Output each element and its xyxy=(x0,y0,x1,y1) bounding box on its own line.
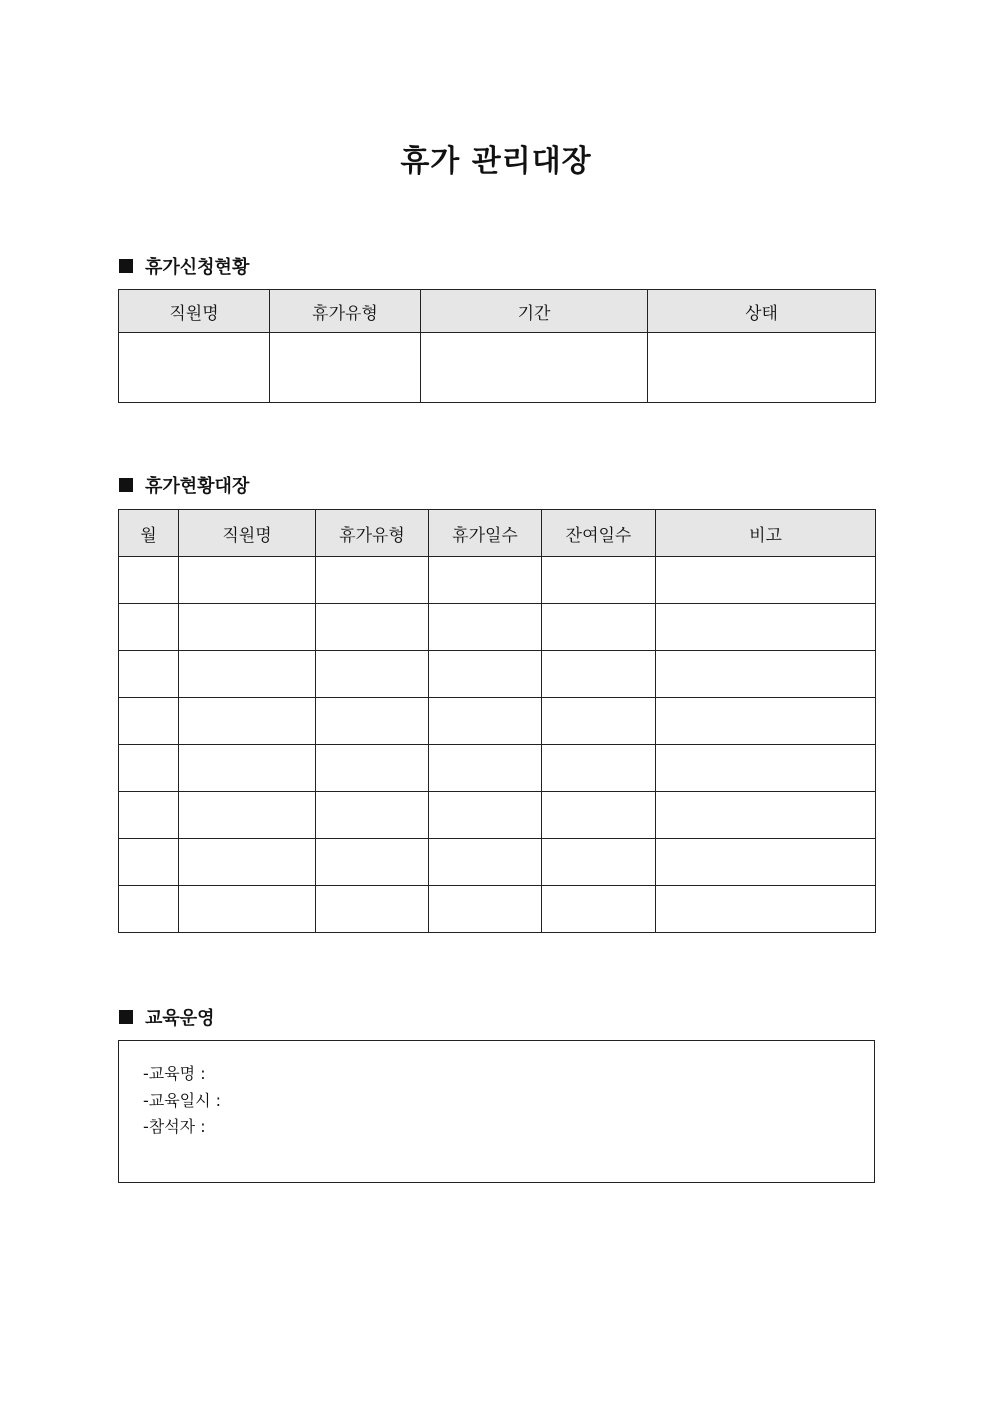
section-heading-request xyxy=(119,253,249,279)
square-bullet-icon xyxy=(119,1010,133,1024)
leave-request-table xyxy=(118,289,876,403)
cell[interactable] xyxy=(656,604,876,651)
cell[interactable] xyxy=(179,792,316,839)
cell[interactable] xyxy=(429,698,542,745)
cell[interactable] xyxy=(656,651,876,698)
cell[interactable] xyxy=(316,745,429,792)
cell[interactable] xyxy=(429,792,542,839)
cell[interactable] xyxy=(119,745,179,792)
leave-ledger-table xyxy=(118,509,876,933)
education-fields xyxy=(143,1061,221,1141)
cell[interactable] xyxy=(542,698,656,745)
table-row xyxy=(119,698,876,745)
section-heading-label: 휴가현황대장 xyxy=(145,476,250,497)
table-row xyxy=(119,651,876,698)
cell[interactable] xyxy=(656,839,876,886)
table-header-row xyxy=(119,290,876,333)
cell[interactable] xyxy=(542,651,656,698)
cell[interactable] xyxy=(429,651,542,698)
cell[interactable] xyxy=(316,557,429,604)
header-remarks: 비고 xyxy=(656,510,876,557)
education-date-field[interactable]: -교육일시 : xyxy=(143,1090,222,1110)
table-row xyxy=(119,557,876,604)
header-leave-days: 휴가일수 xyxy=(429,510,542,557)
cell[interactable] xyxy=(542,745,656,792)
header-leave-type: 휴가유형 xyxy=(270,290,421,333)
cell[interactable] xyxy=(542,839,656,886)
header-period: 기간 xyxy=(421,290,648,333)
table-row xyxy=(119,792,876,839)
page-title: 휴가 관리대장 xyxy=(400,144,592,179)
cell[interactable] xyxy=(179,745,316,792)
section-heading-label: 휴가신청현황 xyxy=(145,257,250,278)
cell[interactable] xyxy=(119,557,179,604)
cell[interactable] xyxy=(656,557,876,604)
cell[interactable] xyxy=(656,698,876,745)
cell[interactable] xyxy=(179,557,316,604)
cell[interactable] xyxy=(119,604,179,651)
cell[interactable] xyxy=(179,604,316,651)
table-row xyxy=(119,839,876,886)
cell-leave-type[interactable] xyxy=(270,333,421,403)
cell[interactable] xyxy=(119,792,179,839)
square-bullet-icon xyxy=(119,259,133,273)
cell[interactable] xyxy=(542,557,656,604)
cell[interactable] xyxy=(316,886,429,933)
cell[interactable] xyxy=(429,604,542,651)
header-remaining-days: 잔여일수 xyxy=(542,510,656,557)
education-box xyxy=(118,1040,875,1183)
cell-employee-name[interactable] xyxy=(119,333,270,403)
cell[interactable] xyxy=(316,651,429,698)
cell[interactable] xyxy=(179,651,316,698)
header-employee-name: 직원명 xyxy=(179,510,316,557)
table-row xyxy=(119,604,876,651)
cell[interactable] xyxy=(179,886,316,933)
cell[interactable] xyxy=(316,839,429,886)
square-bullet-icon xyxy=(119,478,133,492)
header-status: 상태 xyxy=(648,290,876,333)
cell[interactable] xyxy=(119,839,179,886)
table-row xyxy=(119,886,876,933)
cell[interactable] xyxy=(656,745,876,792)
section-heading-education xyxy=(119,1004,215,1030)
cell[interactable] xyxy=(542,886,656,933)
cell[interactable] xyxy=(429,886,542,933)
cell[interactable] xyxy=(656,792,876,839)
section-heading-ledger xyxy=(119,472,249,498)
header-leave-type: 휴가유형 xyxy=(316,510,429,557)
cell[interactable] xyxy=(119,651,179,698)
cell-status[interactable] xyxy=(648,333,876,403)
section-heading-label: 교육운영 xyxy=(145,1008,215,1029)
cell[interactable] xyxy=(316,792,429,839)
table-row xyxy=(119,745,876,792)
cell[interactable] xyxy=(316,604,429,651)
cell[interactable] xyxy=(179,839,316,886)
cell[interactable] xyxy=(542,792,656,839)
education-attendees-field[interactable]: -참석자 : xyxy=(143,1117,206,1136)
cell[interactable] xyxy=(316,698,429,745)
cell[interactable] xyxy=(429,745,542,792)
cell-period[interactable] xyxy=(421,333,648,403)
header-employee-name: 직원명 xyxy=(119,290,270,333)
table-header-row xyxy=(119,510,876,557)
cell[interactable] xyxy=(119,886,179,933)
cell[interactable] xyxy=(656,886,876,933)
education-name-field[interactable]: -교육명 : xyxy=(143,1064,206,1083)
table-row xyxy=(119,333,876,403)
cell[interactable] xyxy=(119,698,179,745)
cell[interactable] xyxy=(429,557,542,604)
cell[interactable] xyxy=(179,698,316,745)
header-month: 월 xyxy=(119,510,179,557)
cell[interactable] xyxy=(542,604,656,651)
cell[interactable] xyxy=(429,839,542,886)
